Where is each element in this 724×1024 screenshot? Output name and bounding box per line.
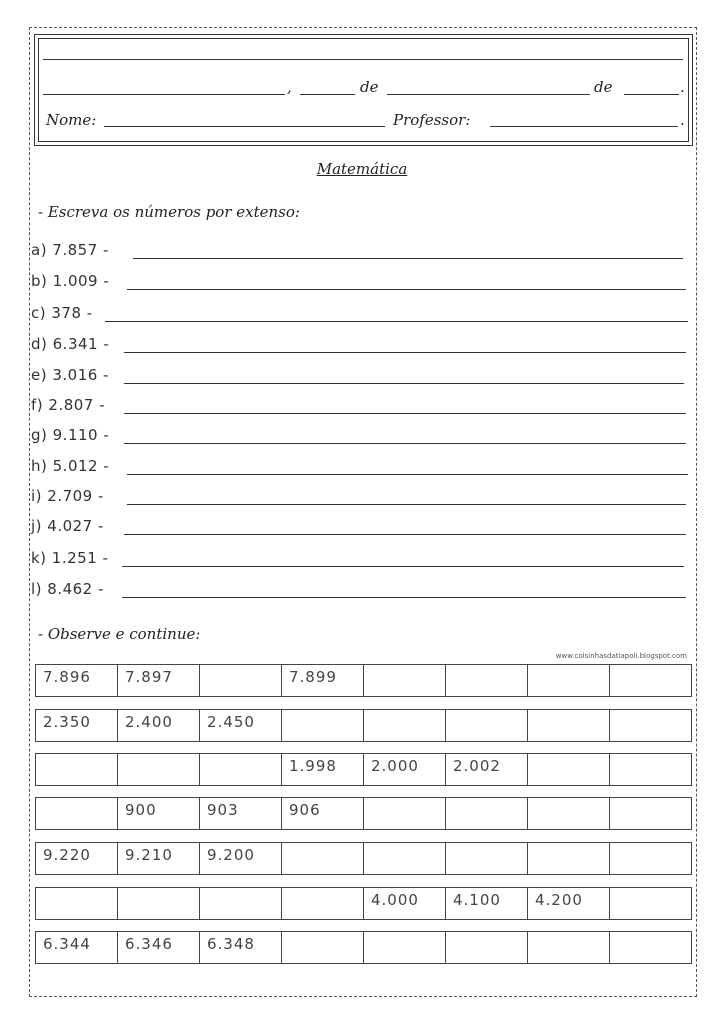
sequence-blank-cell[interactable] bbox=[200, 665, 282, 697]
name-line[interactable] bbox=[104, 126, 385, 127]
list-item-label: d) 6.341 - bbox=[31, 335, 110, 353]
answer-line[interactable] bbox=[124, 534, 686, 535]
sequence-number: 1.998 bbox=[282, 754, 364, 786]
sequence-blank-cell[interactable] bbox=[610, 843, 692, 875]
answer-line[interactable] bbox=[124, 413, 686, 414]
sequence-number: 4.000 bbox=[364, 888, 446, 920]
sequence-blank-cell[interactable] bbox=[364, 665, 446, 697]
sequence-row-table bbox=[35, 931, 692, 964]
list-item-label: k) 1.251 - bbox=[31, 549, 109, 567]
sequence-blank-cell[interactable] bbox=[528, 932, 610, 964]
answer-line[interactable] bbox=[124, 352, 686, 353]
list-item-label: g) 9.110 - bbox=[31, 426, 110, 444]
sequence-blank-cell[interactable] bbox=[528, 665, 610, 697]
answer-line[interactable] bbox=[127, 504, 686, 505]
sequence-number: 2.450 bbox=[200, 710, 282, 742]
teacher-line[interactable] bbox=[490, 126, 678, 127]
sequence-blank-cell[interactable] bbox=[200, 888, 282, 920]
table-row bbox=[36, 665, 692, 697]
header-day-line[interactable] bbox=[300, 94, 355, 95]
sequence-blank-cell[interactable] bbox=[364, 710, 446, 742]
sequence-number: 9.210 bbox=[118, 843, 200, 875]
blog-credit: www.colsinhasdatiapoli.blogspot.com bbox=[555, 652, 687, 660]
answer-line[interactable] bbox=[105, 321, 688, 322]
sequence-number: 2.350 bbox=[36, 710, 118, 742]
table-row bbox=[36, 710, 692, 742]
sequence-blank-cell[interactable] bbox=[118, 754, 200, 786]
sequence-blank-cell[interactable] bbox=[282, 932, 364, 964]
header-line-blank[interactable] bbox=[43, 59, 683, 60]
list-item-label: i) 2.709 - bbox=[31, 487, 104, 505]
list-item-label: f) 2.807 - bbox=[31, 396, 106, 414]
sequence-blank-cell[interactable] bbox=[528, 843, 610, 875]
answer-line[interactable] bbox=[124, 383, 684, 384]
sequence-blank-cell[interactable] bbox=[36, 754, 118, 786]
teacher-label: Professor: bbox=[393, 111, 471, 129]
sequence-number: 7.899 bbox=[282, 665, 364, 697]
sequence-blank-cell[interactable] bbox=[282, 710, 364, 742]
sequence-row-table bbox=[35, 709, 692, 742]
sequence-blank-cell[interactable] bbox=[282, 888, 364, 920]
sequence-number: 6.346 bbox=[118, 932, 200, 964]
sequence-blank-cell[interactable] bbox=[610, 665, 692, 697]
name-label: Nome: bbox=[46, 111, 97, 129]
header-year-line[interactable] bbox=[624, 94, 679, 95]
sequence-row-table bbox=[35, 887, 692, 920]
sequence-number: 903 bbox=[200, 798, 282, 830]
sequence-row-table bbox=[35, 664, 692, 697]
sequence-number: 906 bbox=[282, 798, 364, 830]
table-row bbox=[36, 843, 692, 875]
sequence-blank-cell[interactable] bbox=[610, 932, 692, 964]
sequence-number: 7.897 bbox=[118, 665, 200, 697]
sequence-row-table bbox=[35, 797, 692, 830]
table-row bbox=[36, 798, 692, 830]
header-de-2: de bbox=[594, 78, 613, 96]
answer-line[interactable] bbox=[133, 258, 683, 259]
answer-line[interactable] bbox=[127, 474, 688, 475]
sequence-blank-cell[interactable] bbox=[36, 888, 118, 920]
sequence-blank-cell[interactable] bbox=[364, 932, 446, 964]
table-row bbox=[36, 754, 692, 786]
list-item-label: a) 7.857 - bbox=[31, 241, 109, 259]
sequence-number: 4.100 bbox=[446, 888, 528, 920]
section2-instruction: - Observe e continue: bbox=[38, 625, 201, 643]
list-item-label: l) 8.462 - bbox=[31, 580, 104, 598]
sequence-blank-cell[interactable] bbox=[118, 888, 200, 920]
sequence-row-table bbox=[35, 842, 692, 875]
page-title: Matemática bbox=[316, 160, 408, 178]
header-period-2: . bbox=[680, 111, 685, 129]
section1-instruction: - Escreva os números por extenso: bbox=[38, 203, 300, 221]
sequence-blank-cell[interactable] bbox=[528, 710, 610, 742]
sequence-blank-cell[interactable] bbox=[364, 798, 446, 830]
sequence-blank-cell[interactable] bbox=[610, 888, 692, 920]
header-period-1: . bbox=[680, 78, 685, 96]
sequence-number: 900 bbox=[118, 798, 200, 830]
answer-line[interactable] bbox=[124, 443, 686, 444]
sequence-blank-cell[interactable] bbox=[528, 754, 610, 786]
sequence-blank-cell[interactable] bbox=[610, 710, 692, 742]
sequence-blank-cell[interactable] bbox=[446, 710, 528, 742]
sequence-number: 6.348 bbox=[200, 932, 282, 964]
sequence-number: 7.896 bbox=[36, 665, 118, 697]
sequence-number: 2.002 bbox=[446, 754, 528, 786]
answer-line[interactable] bbox=[122, 597, 686, 598]
sequence-blank-cell[interactable] bbox=[610, 754, 692, 786]
sequence-row-table bbox=[35, 753, 692, 786]
list-item-label: b) 1.009 - bbox=[31, 272, 110, 290]
sequence-blank-cell[interactable] bbox=[364, 843, 446, 875]
sequence-blank-cell[interactable] bbox=[282, 843, 364, 875]
list-item-label: j) 4.027 - bbox=[31, 517, 104, 535]
header-month-line[interactable] bbox=[387, 94, 590, 95]
sequence-blank-cell[interactable] bbox=[36, 798, 118, 830]
sequence-number: 9.220 bbox=[36, 843, 118, 875]
list-item-label: c) 378 - bbox=[31, 304, 93, 322]
sequence-number: 2.400 bbox=[118, 710, 200, 742]
list-item-label: h) 5.012 - bbox=[31, 457, 110, 475]
sequence-blank-cell[interactable] bbox=[446, 665, 528, 697]
sequence-blank-cell[interactable] bbox=[446, 798, 528, 830]
table-row bbox=[36, 888, 692, 920]
answer-line[interactable] bbox=[122, 566, 684, 567]
sequence-blank-cell[interactable] bbox=[610, 798, 692, 830]
answer-line[interactable] bbox=[127, 289, 686, 290]
sequence-blank-cell[interactable] bbox=[528, 798, 610, 830]
sequence-number: 4.200 bbox=[528, 888, 610, 920]
sequence-blank-cell[interactable] bbox=[446, 932, 528, 964]
header-comma: , bbox=[287, 78, 292, 96]
sequence-number: 2.000 bbox=[364, 754, 446, 786]
sequence-blank-cell[interactable] bbox=[446, 843, 528, 875]
sequence-blank-cell[interactable] bbox=[200, 754, 282, 786]
header-city-line[interactable] bbox=[43, 94, 285, 95]
header-de-1: de bbox=[360, 78, 379, 96]
sequence-number: 9.200 bbox=[200, 843, 282, 875]
sequence-number: 6.344 bbox=[36, 932, 118, 964]
list-item-label: e) 3.016 - bbox=[31, 366, 109, 384]
table-row bbox=[36, 932, 692, 964]
